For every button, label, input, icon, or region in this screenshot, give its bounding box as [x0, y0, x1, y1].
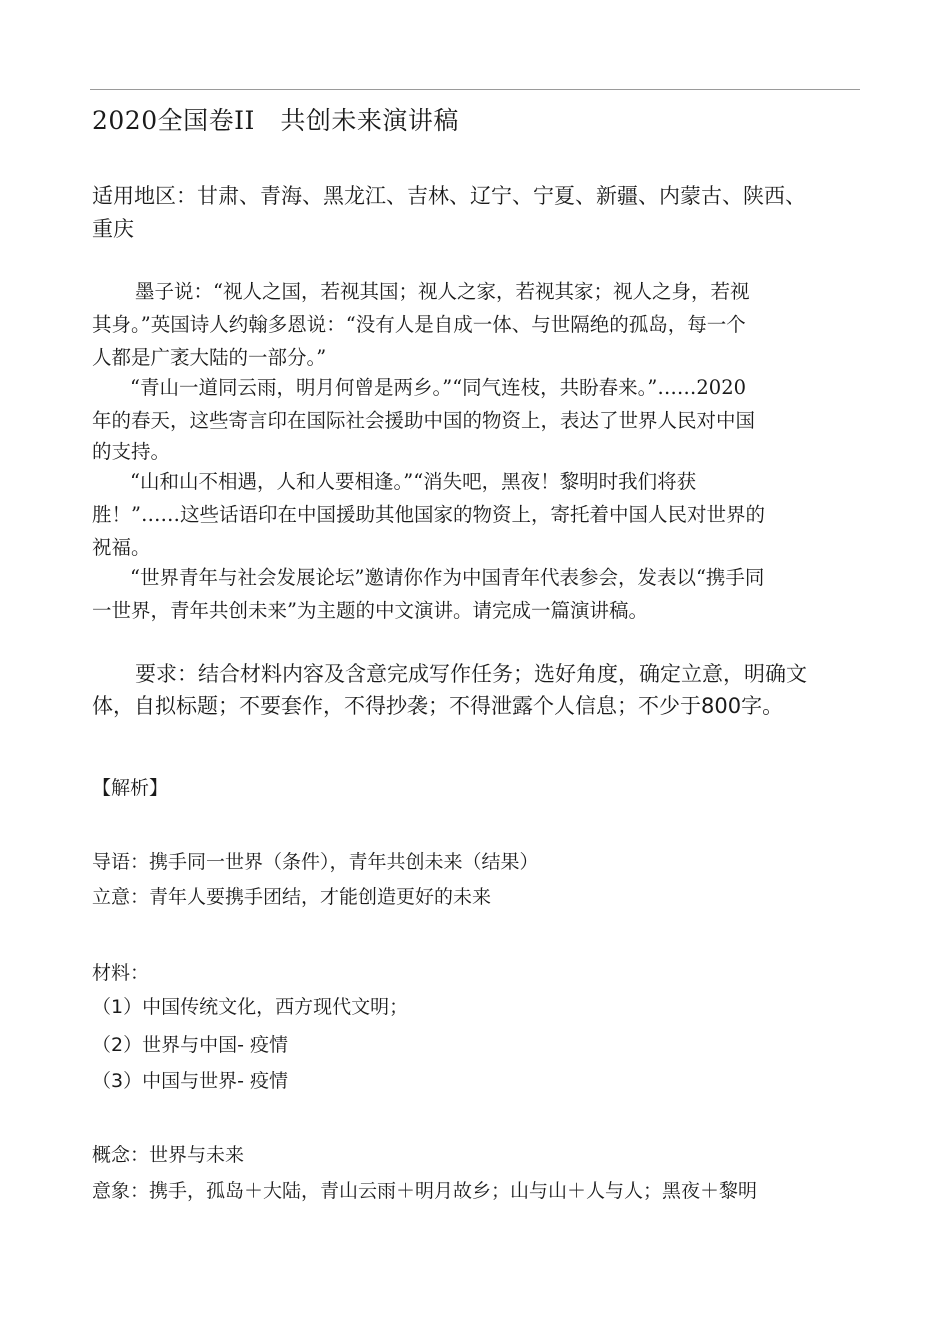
header-rule: [90, 89, 860, 90]
analysis-guide: 导语：携手同一世界（条件），青年共创未来（结果）: [92, 851, 539, 873]
prompt-line-9: 祝福。: [92, 536, 151, 559]
material-item-1: （1）中国传统文化，西方现代文明；: [92, 996, 409, 1018]
prompt-line-6: 的支持。: [92, 440, 171, 463]
material-label: 材料：: [92, 962, 150, 984]
material-item-2: （2）世界与中国- 疫情: [92, 1034, 288, 1056]
analysis-heading: 【解析】: [92, 777, 169, 799]
prompt-line-5: 年的春天，这些寄言印在国际社会援助中国的物资上，表达了世界人民对中国: [92, 409, 756, 432]
prompt-line-4: “青山一道同云雨，明月何曾是两乡。”“同气连枝，共盼春来。”……2020: [130, 376, 747, 399]
prompt-line-7: “山和山不相遇，人和人要相逢。”“消失吧，黑夜！黎明时我们将获: [130, 470, 697, 493]
requirement-line-2: 体，自拟标题；不要套作，不得抄袭；不得泄露个人信息；不少于800字。: [92, 694, 784, 718]
region-line-2: 重庆: [92, 217, 134, 241]
prompt-line-2: 其身。”英国诗人约翰多恩说：“没有人是自成一体、与世隔绝的孤岛，每一个: [92, 313, 746, 336]
concept-line: 概念：世界与未来: [92, 1144, 245, 1166]
prompt-line-1: 墨子说：“视人之国，若视其国；视人之家，若视其家；视人之身，若视: [135, 280, 750, 303]
imagery-line: 意象：携手，孤岛＋大陆，青山云雨＋明月故乡；山与山＋人与人；黑夜＋黎明: [92, 1180, 758, 1202]
prompt-line-3: 人都是广袤大陆的一部分。”: [92, 346, 327, 369]
requirement-line-1: 要求：结合材料内容及含意完成写作任务；选好角度，确定立意，明确文: [135, 662, 807, 686]
prompt-line-11: 一世界，青年共创未来”为主题的中文演讲。请完成一篇演讲稿。: [92, 599, 648, 622]
prompt-line-10: “世界青年与社会发展论坛”邀请你作为中国青年代表参会，发表以“携手同: [130, 566, 765, 589]
analysis-theme: 立意：青年人要携手团结，才能创造更好的未来: [92, 886, 492, 908]
region-line-1: 适用地区：甘肃、青海、黑龙江、吉林、辽宁、宁夏、新疆、内蒙古、陕西、: [92, 184, 806, 208]
document-title: 2020全国卷II 共创未来演讲稿: [92, 106, 459, 135]
prompt-line-8: 胜！”……这些话语印在中国援助其他国家的物资上，寄托着中国人民对世界的: [92, 503, 765, 526]
material-item-3: （3）中国与世界- 疫情: [92, 1070, 288, 1092]
